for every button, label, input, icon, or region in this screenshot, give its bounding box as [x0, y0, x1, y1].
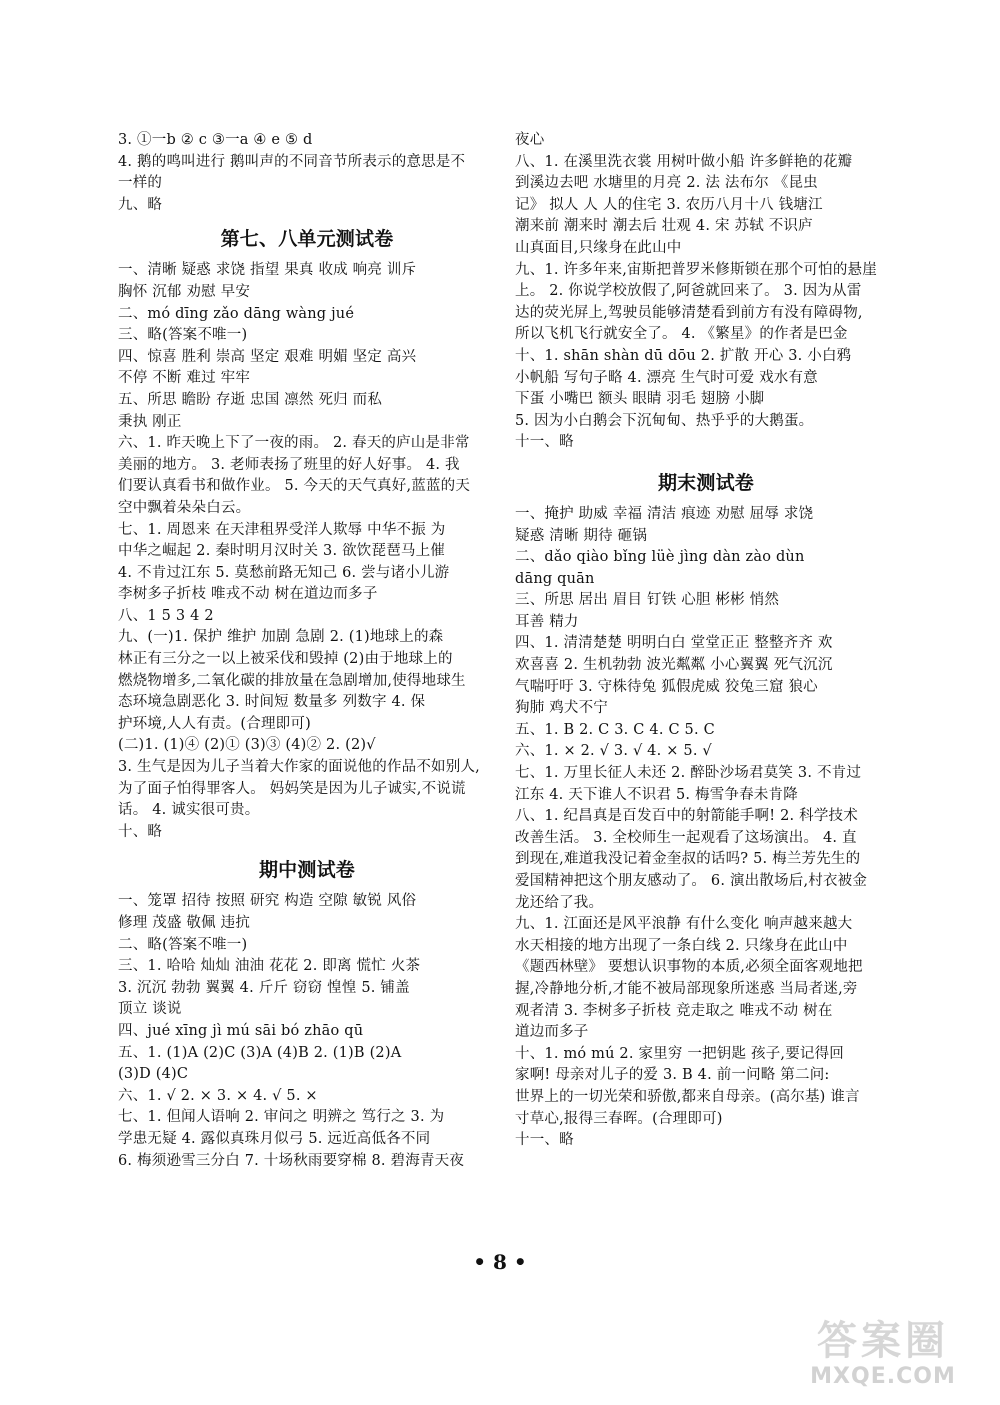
answer-line: 握,冷静地分析,才能不被局部现象所迷惑 当局者迷,旁 [515, 980, 858, 997]
answer-line: 八、1. 纪昌真是百发百中的射箭能手啊! 2. 科学技术 [515, 808, 858, 825]
answer-line: 龙还给了我。 [515, 894, 604, 911]
answer-line: 耳善 精力 [515, 613, 579, 630]
answer-line: (二)1. (1)④ (2)① (3)③ (4)② 2. (2)√ [118, 737, 376, 754]
answer-line: 道边而多子 [515, 1024, 589, 1041]
answer-line: 九、1. 许多年来,宙斯把普罗米修斯锁在那个可怕的悬崖 [515, 261, 877, 278]
answer-line: 空中飘着朵朵白云。 [118, 499, 251, 516]
answer-line: 林正有三分之一以上被采伐和毁掉 (2)由于地球上的 [118, 651, 453, 668]
answer-line: 六、1. √ 2. × 3. × 4. √ 5. × [118, 1087, 318, 1104]
answer-line: 记》 拟人 人 人的住宅 3. 农历八月十八 钱塘江 [515, 196, 823, 213]
answer-line: 气喘吁吁 3. 守株待兔 狐假虎威 狡兔三窟 狼心 [515, 678, 818, 695]
answer-line: 一样的 [118, 175, 163, 192]
answer-line: 为了面子怕得罪客人。 妈妈笑是因为儿子诚实,不说谎 [118, 780, 466, 797]
answer-line: (3)D (4)C [118, 1066, 189, 1083]
answer-line: 十一、略 [515, 1132, 574, 1149]
answer-line: 秉执 刚正 [118, 413, 182, 430]
answer-line: 3. 沉沉 勃勃 翼翼 4. 斤斤 窃窃 惶惶 5. 铺盖 [118, 979, 410, 996]
answer-line: 三、所思 居出 眉目 钉铁 心胆 彬彬 悄然 [515, 592, 780, 609]
left-intro [118, 130, 496, 216]
answer-line: 三、略(答案不唯一) [118, 327, 248, 344]
answer-line: 七、1. 周恩来 在天津租界受洋人欺辱 中华不振 为 [118, 521, 446, 538]
answer-line: 八、1 5 3 4 2 [118, 607, 214, 624]
answer-line: 九、略 [118, 196, 163, 213]
answer-line: 上。 2. 你说学校放假了,阿爸就回来了。 3. 因为从雷 [515, 283, 862, 300]
watermark-bottom-text: MXQE.COM [810, 1364, 956, 1389]
answer-line: 一、笼罩 招待 按照 研究 构造 空隙 敏锐 风俗 [118, 893, 417, 910]
answer-line: 九、(一)1. 保护 维护 加剧 急剧 2. (1)地球上的森 [118, 629, 444, 646]
answer-line: 世界上的一切光荣和骄傲,都来自母亲。(高尔基) 谁言 [515, 1088, 860, 1105]
answer-line: 二、略(答案不唯一) [118, 936, 248, 953]
answer-line: 到溪边去吧 水塘里的月亮 2. 法 法布尔 《昆虫 [515, 175, 818, 192]
answer-line: 疑惑 清晰 期待 砸锅 [515, 527, 648, 544]
answer-line: 李树多子折枝 唯戎不动 树在道边而多子 [118, 586, 378, 603]
answer-line: 改善生活。 3. 全校师生一起观看了这场演出。 4. 直 [515, 829, 857, 846]
watermark-logo [788, 1318, 978, 1398]
answer-line: 五、1. B 2. C 3. C 4. C 5. C [515, 721, 715, 738]
answer-line: 狗肺 鸡犬不宁 [515, 700, 609, 717]
answer-line: 九、1. 江面还是风平浪静 有什么变化 响声越来越大 [515, 916, 853, 933]
answer-line: 五、所思 瞻盼 存逝 忠国 凛然 死归 而私 [118, 391, 383, 408]
answer-line: 三、1. 哈哈 灿灿 油油 花花 2. 即离 慌忙 火茶 [118, 958, 421, 975]
answer-line: 六、1. × 2. √ 3. √ 4. × 5. √ [515, 743, 712, 760]
answer-line: 学患无疑 4. 露似真珠月似弓 5. 远近高低各不同 [118, 1130, 431, 1147]
answer-line: 中华之崛起 2. 秦时明月汉时关 3. 欲饮琵琶马上催 [118, 543, 446, 560]
answer-line: 态环境急剧恶化 3. 时间短 数量多 列数字 4. 保 [118, 694, 426, 711]
answer-line: 爱国精神把这个朋友感动了。 6. 演出散场后,村衣被金 [515, 873, 868, 889]
watermark-top-text: 答案圈 [817, 1318, 949, 1364]
answer-line: dāng quān [515, 570, 595, 587]
answer-line: 3. ①一b ② c ③一a ④ e ⑤ d [118, 132, 313, 148]
answer-line: 们要认真看书和做作业。 5. 今天的天气真好,蓝蓝的天 [118, 478, 471, 495]
answer-line: 十、1. shān shàn dū dōu 2. 扩散 开心 3. 小白鸦 [515, 347, 852, 364]
right-column [515, 130, 897, 1152]
right-intro [515, 130, 897, 454]
answer-line: 6. 梅须逊雪三分白 7. 十场秋雨要穿棉 8. 碧海青天夜 [118, 1152, 465, 1169]
answer-line: 胸怀 沉郁 劝慰 早安 [118, 283, 251, 300]
answer-line: 一、清晰 疑惑 求饶 指望 果真 收成 响亮 训斥 [118, 262, 417, 279]
answer-line: 六、1. 昨天晚上下了一夜的雨。 2. 春天的庐山是非常 [118, 435, 470, 452]
answer-line: 二、mó dīng zǎo dāng wàng jué [118, 305, 355, 322]
left-column [118, 130, 496, 1172]
answer-line: 夜心 [515, 132, 545, 148]
section-midterm-answers [118, 891, 496, 1172]
answer-line: 家啊! 母亲对儿子的爱 3. B 4. 前一问略 第二问: [515, 1067, 830, 1084]
section-unit-7-8-answers [118, 260, 496, 843]
answer-line: 二、dǎo qiào bǐng lüè jìng dàn zào dùn [515, 549, 805, 566]
answer-line: 《题西林壁》 要想认识事物的本质,必须全面客观地把 [515, 959, 863, 976]
page-number: • 8 • [473, 1250, 527, 1274]
answer-line: 达的荧光屏上,驾驶员能够清楚看到前方有没有障碍物, [515, 304, 863, 321]
answer-line: 到现在,难道我没记着金奎叔的话吗? 5. 梅兰芳先生的 [515, 851, 861, 868]
answer-line: 下蛋 小嘴巴 额头 眼睛 羽毛 翅膀 小脚 [515, 391, 765, 408]
answer-line: 所以飞机飞行就安全了。 4. 《繁星》的作者是巴金 [515, 326, 848, 343]
answer-line: 四、惊喜 胜利 崇高 坚定 艰难 明媚 坚定 高兴 [118, 348, 417, 365]
answer-line: 七、1. 但闻人语响 2. 审问之 明辨之 笃行之 3. 为 [118, 1109, 445, 1126]
answer-line: 5. 因为小白鹅会下沉甸甸、热乎乎的大鹅蛋。 [515, 412, 814, 429]
answer-line: 4. 不肯过江东 5. 莫愁前路无知己 6. 尝与诸小儿游 [118, 564, 450, 581]
section-title-unit-7-8: 第七、八单元测试卷 [220, 228, 394, 251]
answer-line: 山真面目,只缘身在此山中 [515, 239, 682, 256]
answer-line: 四、jué xīng jì mú sāi bó zhāo qū [118, 1022, 364, 1039]
answer-line: 十一、略 [515, 434, 574, 451]
answer-line: 八、1. 在溪里洗衣裳 用树叶做小船 许多鲜艳的花瓣 [515, 153, 853, 170]
answer-line: 燃烧物增多,二氧化碳的排放量在急剧增加,使得地球生 [118, 672, 466, 689]
answer-line: 修理 茂盛 敬佩 违抗 [118, 915, 251, 931]
answer-line: 潮来前 潮来时 潮去后 壮观 4. 宋 苏轼 不识庐 [515, 218, 813, 235]
answer-line: 护环境,人人有责。(合理即可) [118, 715, 311, 732]
answer-line: 五、1. (1)A (2)C (3)A (4)B 2. (1)B (2)A [118, 1044, 402, 1061]
answer-line: 3. 生气是因为儿子当着大作家的面说他的作品不如别人, [118, 759, 480, 776]
answer-line: 小帆船 写句子略 4. 漂亮 生气时可爱 戏水有意 [515, 369, 818, 386]
answer-line: 顶立 谈说 [118, 1001, 182, 1018]
answer-line: 一、掩护 助威 幸福 清洁 痕迹 劝慰 屈辱 求饶 [515, 505, 814, 522]
answer-line: 七、1. 万里长征人未还 2. 醉卧沙场君莫笑 3. 不肯过 [515, 765, 862, 782]
answer-line: 十、略 [118, 823, 163, 840]
answer-line: 江东 4. 天下谁人不识君 5. 梅雪争春未肯降 [515, 786, 798, 803]
answer-line: 美丽的地方。 3. 老师表扬了班里的好人好事。 4. 我 [118, 456, 460, 473]
section-title-final: 期末测试卷 [657, 471, 754, 494]
section-title-midterm: 期中测试卷 [258, 859, 355, 882]
answer-line: 水天相接的地方出现了一条白线 2. 只缘身在此山中 [515, 937, 848, 954]
answer-line: 不停 不断 难过 牢牢 [118, 370, 251, 387]
answer-line: 欢喜喜 2. 生机勃勃 波光粼粼 小心翼翼 死气沉沉 [515, 657, 833, 674]
answer-line: 寸草心,报得三春晖。(合理即可) [515, 1110, 723, 1127]
answer-line: 话。 4. 诚实很可贵。 [118, 802, 260, 819]
answer-line: 4. 鹅的鸣叫进行 鹅叫声的不同音节所表示的意思是不 [118, 153, 466, 170]
answer-line: 观者清 3. 李树多子折枝 竞走取之 唯戎不动 树在 [515, 1002, 833, 1019]
section-final-answers [515, 504, 897, 1152]
answer-line: 四、1. 清清楚楚 明明白白 堂堂正正 整整齐齐 欢 [515, 635, 833, 652]
answer-line: 十、1. mó mú 2. 家里穷 一把钥匙 孩子,要记得回 [515, 1045, 844, 1062]
